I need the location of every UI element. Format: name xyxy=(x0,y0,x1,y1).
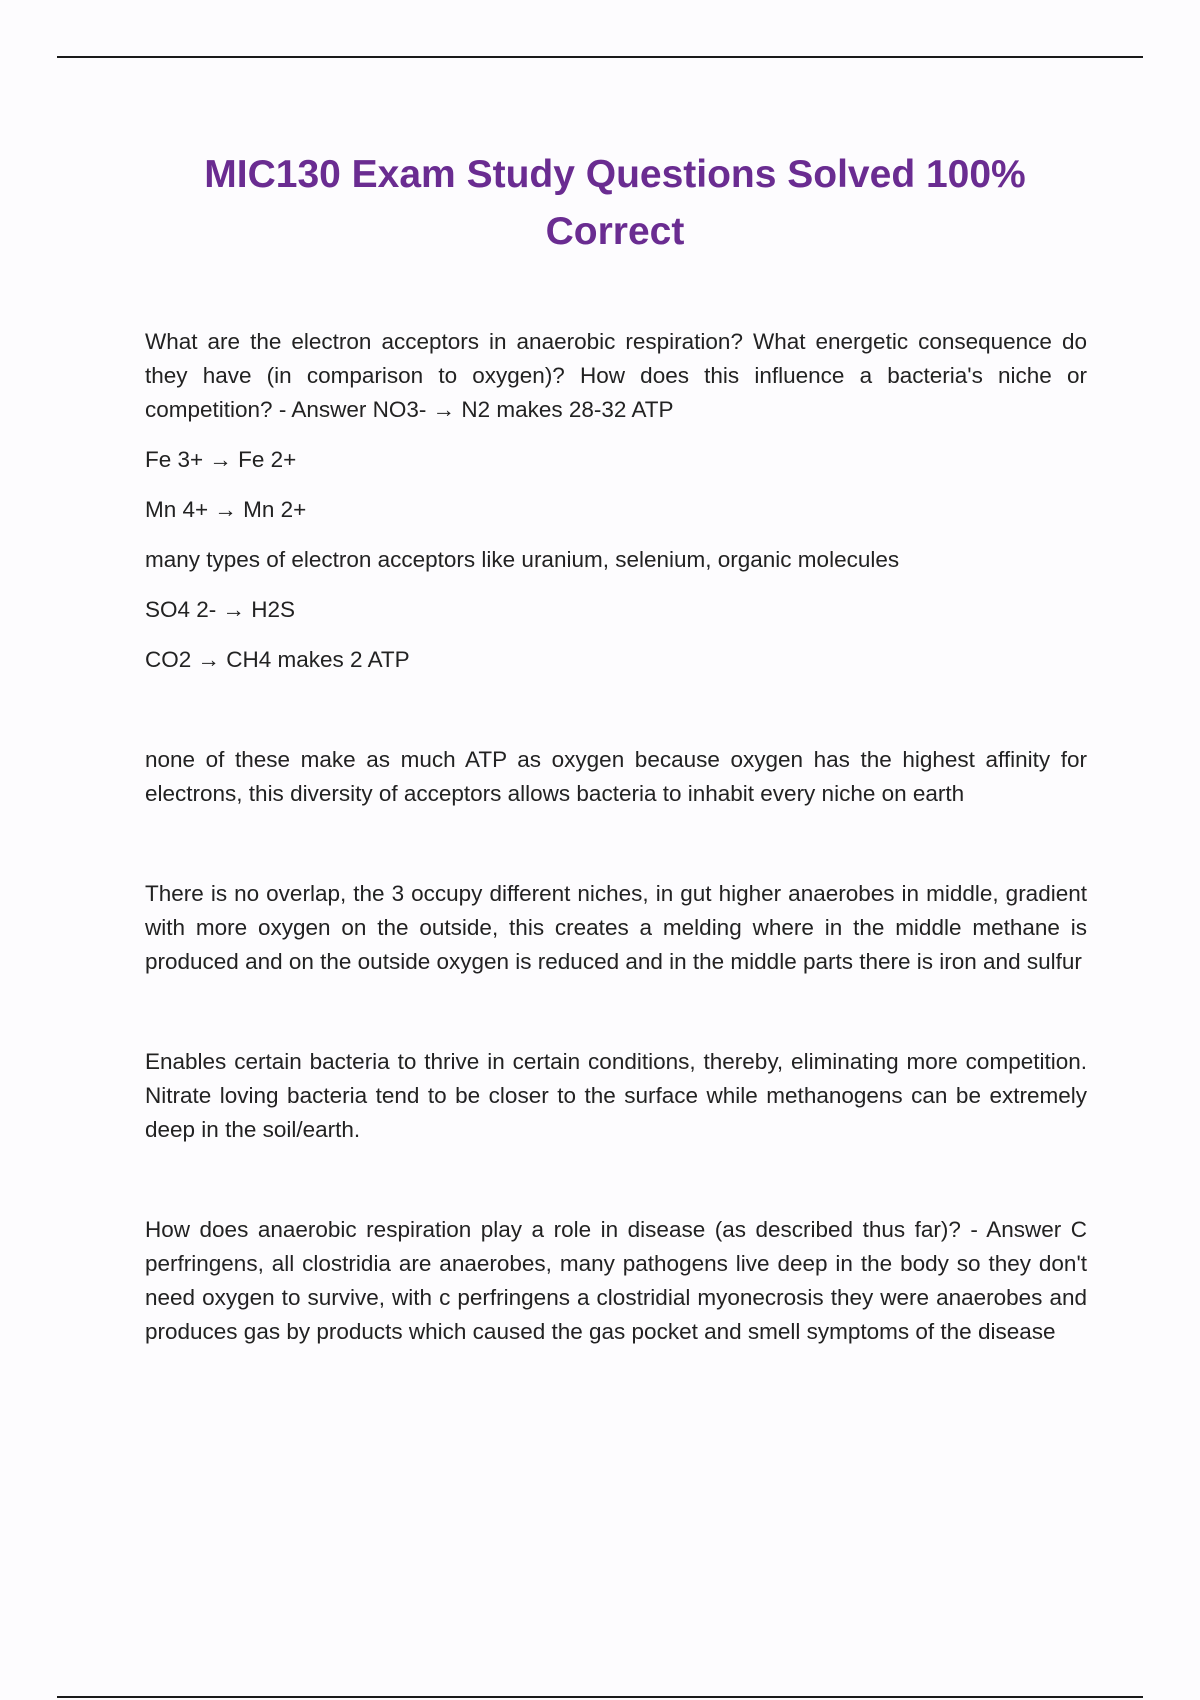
question-paragraph-disease: How does anaerobic respiration play a role in disease (as described thus far)? - Answer C perfringens, all clostridia are anaerobes, many pathogens live deep in the body so they don't need oxygen to survive, with c perfringens a clostridial myonecrosis they were anaerobes and produces gas by products which caused the gas pocket and smell symptoms of the disease xyxy=(145,1217,1087,1344)
answer-line-other-acceptors: many types of electron acceptors like uranium, selenium, organic molecules xyxy=(145,547,900,572)
question-paragraph-anaerobic-acceptors: What are the electron acceptors in anaerobic respiration? What energetic consequence do they have (in comparison to oxygen)? How does this influence a bacteria's niche or competition? - Answer NO3- → N2 makes 28-32 ATP xyxy=(145,329,1087,422)
answer-paragraph-niches: There is no overlap, the 3 occupy different niches, in gut higher anaerobes in middle, gradient with more oxygen on the outside, this creates a melding where in the middle methane is produced and on the outside oxygen is reduced and in the middle parts there is iron and sulfur xyxy=(145,881,1087,974)
document-title: MIC130 Exam Study Questions Solved 100% Correct xyxy=(204,153,1026,253)
footer-rule xyxy=(57,1696,1143,1698)
answer-line-iron: Fe 3+ → Fe 2+ xyxy=(145,447,297,472)
answer-line-sulfate: SO4 2- → H2S xyxy=(145,597,296,622)
answer-line-carbon-dioxide: CO2 → CH4 makes 2 ATP xyxy=(145,647,410,672)
answer-paragraph-atp-yield: none of these make as much ATP as oxygen because oxygen has the highest affinity for electrons, this diversity of acceptors allows bacteria to inhabit every niche on earth xyxy=(145,747,1087,806)
document-body xyxy=(145,325,1087,1349)
answer-paragraph-competition: Enables certain bacteria to thrive in certain conditions, thereby, eliminating more competition. Nitrate loving bacteria tend to be closer to the surface while methanogens can be extremely deep in the soil/earth. xyxy=(145,1049,1087,1142)
answer-line-manganese: Mn 4+ → Mn 2+ xyxy=(145,497,307,522)
header-rule xyxy=(57,56,1143,58)
